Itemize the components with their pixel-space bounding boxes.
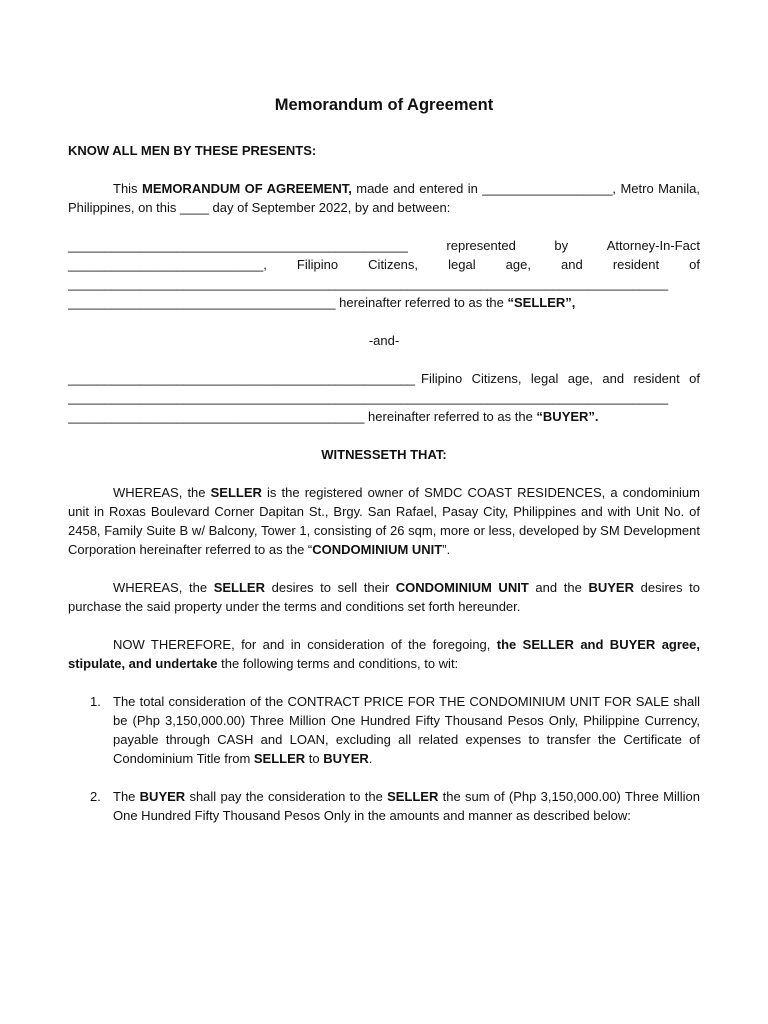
seller-referred-text: hereinafter referred to as the bbox=[335, 295, 508, 310]
text: NOW THEREFORE, for and in consideration of the foregoing, bbox=[113, 637, 497, 652]
list-item bbox=[68, 787, 700, 825]
terms-list bbox=[68, 692, 700, 825]
buyer-name-blank: ________________________________________________ bbox=[68, 371, 416, 386]
text: . bbox=[368, 751, 373, 766]
text: the following terms and conditions, to wit: bbox=[217, 656, 459, 671]
bold-text: SELLER bbox=[210, 485, 262, 500]
text: The total consideration of the CONTRACT PRICE FOR THE CONDOMINIUM UNIT FOR SALE shall be (Php 3,150,000.00) Three Million One Hundred Fifty Thousand Pesos Only, Philippine Currency, payable through CASH and LOAN, excluding all related expenses to transfer the Certificate of Condominium Title from bbox=[113, 694, 700, 766]
bold-text: CONDOMINIUM UNIT bbox=[312, 542, 443, 557]
seller-word: resident bbox=[612, 257, 660, 272]
seller-line-4 bbox=[68, 293, 700, 312]
buyer-block bbox=[68, 369, 700, 426]
seller-label: “SELLER”, bbox=[507, 295, 576, 310]
bold-text: BUYER bbox=[323, 751, 369, 766]
text: WHEREAS, the bbox=[113, 485, 211, 500]
intro-bold-moa: MEMORANDUM OF AGREEMENT, bbox=[141, 181, 352, 196]
seller-word: age, bbox=[505, 257, 531, 272]
bold-text: BUYER bbox=[588, 580, 634, 595]
text: ”. bbox=[442, 542, 451, 557]
seller-line-2 bbox=[68, 255, 700, 274]
seller-word: Citizens, bbox=[368, 257, 419, 272]
whereas-paragraph-1 bbox=[68, 483, 700, 559]
bold-text: SELLER bbox=[213, 580, 265, 595]
text: is the registered owner of SMDC COAST RESIDENCES, a condominium unit in Roxas Boulevard Corner Dapitan St., Brgy. San Rafael, Pasay City, Philippines and with Unit No. of 2458, Family Suite B w/ Balcony, Tower 1, consisting of 26 sqm, more or less, developed by SM Development Corporation hereinafter referred to as the “ bbox=[68, 485, 700, 557]
bold-text: BUYER bbox=[139, 789, 186, 804]
text: The bbox=[113, 789, 140, 804]
text: desires to sell their bbox=[265, 580, 396, 595]
intro-paragraph bbox=[68, 179, 700, 217]
intro-text-2: made and entered in __________________, Metro Manila, Philippines, on this ____ day of September 2022, by and between: bbox=[68, 181, 701, 215]
seller-word: of bbox=[689, 257, 700, 272]
seller-block bbox=[68, 236, 700, 312]
buyer-referred-text: hereinafter referred to as the bbox=[364, 409, 537, 424]
now-therefore-paragraph bbox=[68, 635, 700, 673]
list-item-number: 1. bbox=[90, 694, 101, 709]
text: the sum of (Php 3,150,000.00) Three Million One Hundred Fifty Thousand Pesos Only in the amounts and manner as described below: bbox=[113, 789, 700, 823]
text: desires to purchase the said property under the terms and conditions set forth hereunder. bbox=[68, 580, 700, 614]
seller-word: Attorney-In-Fact bbox=[606, 238, 700, 253]
seller-word: represented bbox=[446, 238, 516, 253]
list-item-number: 2. bbox=[90, 789, 101, 804]
bold-text: the SELLER and BUYER agree, stipulate, and undertake bbox=[68, 637, 700, 671]
whereas-paragraph-2 bbox=[68, 578, 700, 616]
buyer-line-3 bbox=[68, 407, 700, 426]
document-title: Memorandum of Agreement bbox=[274, 96, 494, 114]
know-all-heading: KNOW ALL MEN BY THESE PRESENTS: bbox=[68, 143, 317, 158]
seller-name-blank: _______________________________________________ bbox=[68, 238, 408, 253]
seller-word: legal bbox=[448, 257, 476, 272]
buyer-address-blank-2: _________________________________________ bbox=[68, 409, 365, 424]
and-separator: -and- bbox=[368, 333, 400, 348]
seller-address-blank-2: _____________________________________ bbox=[68, 295, 336, 310]
buyer-address-blank: ___________________________________________________________________________________ bbox=[68, 390, 669, 405]
seller-word: and bbox=[561, 257, 583, 272]
list-item-text bbox=[113, 692, 700, 768]
list-item-text bbox=[113, 787, 700, 825]
attorney-blank: ___________________________, bbox=[68, 257, 267, 272]
buyer-line-1 bbox=[68, 369, 700, 388]
text: and the bbox=[528, 580, 589, 595]
bold-text: SELLER bbox=[253, 751, 306, 766]
seller-word: by bbox=[554, 238, 569, 253]
seller-address-blank: ___________________________________________________________________________________ bbox=[68, 276, 669, 291]
seller-word: Filipino bbox=[296, 257, 339, 272]
buyer-label: “BUYER”. bbox=[536, 409, 599, 424]
seller-line-1 bbox=[68, 236, 700, 255]
bold-text: CONDOMINIUM UNIT bbox=[395, 580, 529, 595]
text: shall pay the consideration to the bbox=[185, 789, 388, 804]
list-item bbox=[68, 692, 700, 768]
buyer-citizens-text: Filipino Citizens, legal age, and resident of bbox=[421, 371, 700, 386]
text: to bbox=[305, 751, 324, 766]
intro-text-1: This bbox=[113, 181, 142, 196]
bold-text: SELLER bbox=[387, 789, 439, 804]
witnesseth-heading: WITNESSETH THAT: bbox=[321, 447, 447, 462]
text: WHEREAS, the bbox=[113, 580, 214, 595]
